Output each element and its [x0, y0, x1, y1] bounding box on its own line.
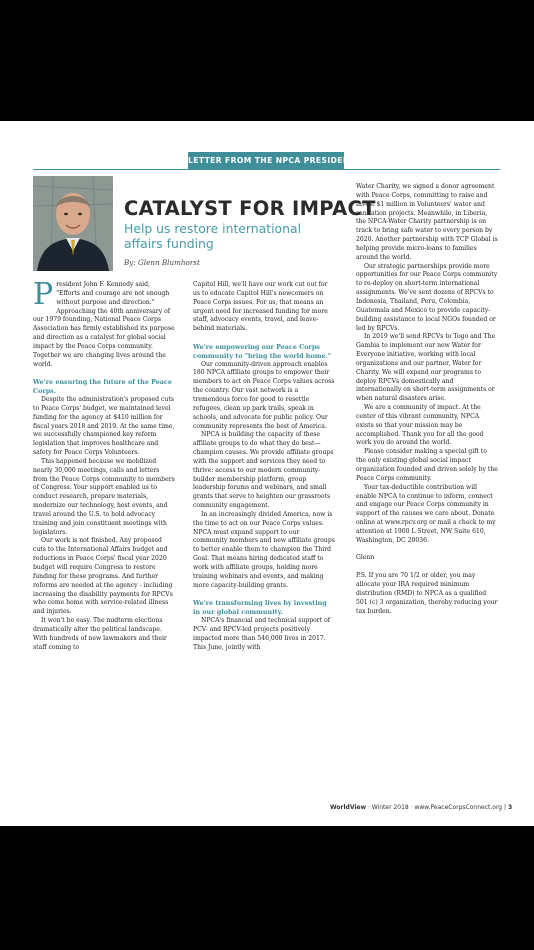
column-3: [356, 183, 498, 616]
section-banner: LETTER FROM THE NPCA PRESIDENT: [188, 152, 344, 169]
section-heading: We're ensuring the future of the Peace Corps.: [33, 378, 172, 396]
section-heading: We're transforming lives by investing in our global community.: [193, 599, 327, 617]
article-subhead: Help us restore international affairs funding: [124, 221, 302, 251]
magazine-page: [0, 121, 534, 826]
paragraph-text: resident John F. Kennedy said, "Efforts and courage are not enough without purpose and direction." Approaching the 40th anniversary of our 1979 founding, National Peace Corps Association has firmly established its purpose and direction as a catalyst for global social impact by the Peace Corps community. Together we are changing lives around the world.: [33, 281, 175, 368]
paragraph: Water Charity, we signed a donor agreement with Peace Corps, committing to raise and invest $1 million in Volunteers' water and sanitation projects. Meanwhile, in Liberia, the NPCA-Water Charity partnership is on track to bring safe water to every person by 2020. Another partnership with TCP Global is helping provide micro-loans to families around the world.: [356, 183, 498, 261]
page-footer: [330, 804, 513, 811]
paragraph: Despite the administration's proposed cuts to Peace Corps' budget, we maintained level funding for the agency at $410 million for fiscal years 2018 and 2019. At the same time, we successfully championed key reform legislation that improves healthcare and safety for Peace Corps Volunteers.: [33, 395, 175, 457]
author-photo-image: [33, 176, 113, 271]
paragraph: Our community-driven approach enables 180 NPCA affiliate groups to empower their members to act on Peace Corps values across the country. Our vast network is a tremendous force for good to resettle refugees, clean up park trails, speak in schools, and advocate for public policy. Our community represents the best of America.: [193, 360, 335, 430]
paragraph: Our strategic partnerships provide more opportunities for our Peace Corps community to re-deploy on short-term international assignments. We've sent dozens of RPCVs to Indonesia, Thailand, Peru, Colombia, Guatemala and Mexico to provide capacity-building assistance to local NGOs founded or led by RPCVs.: [356, 262, 498, 332]
column-2: [193, 281, 335, 652]
footer-details: · Winter 2018 · www.PeaceCorpsConnect.org |: [366, 804, 508, 811]
paragraph: We are a community of impact. At the center of this vibrant community, NPCA exists so that your mission may be accomplished. Thank you for all the good work you do around the world.: [356, 404, 484, 447]
author-photo: [33, 176, 113, 271]
paragraph: Your tax-deductible contribution will enable NPCA to continue to inform, connect and engage our Peace Corps community in support of the causes we care about. Donate online at www.rpcv.org or mail a check to my attention at 1900 L Street, NW Suite 610, Washington, DC 20036.: [356, 483, 496, 544]
paragraph: NPCA's financial and technical support of PCV- and RPCV-led projects positively impacted more than 546,000 lives in 2017. This June, jointly with: [193, 617, 331, 651]
paragraph: Our work is not finished. Any proposed cuts to the International Affairs budget and reductions in Peace Corps' fiscal year 2020 budget will require Congress to restore funding for these programs. And further reforms are needed at the agency - including increasing the disability payments for RPCVs who come home with service-related illness and injuries.: [33, 537, 173, 616]
magazine-name: WorldView: [330, 804, 367, 811]
article-headline: CATALYST FOR IMPACT: [124, 197, 376, 220]
page-number: 3: [507, 804, 513, 811]
paragraph: This happened because we mobilized nearly 30,000 meetings, calls and letters from the Peace Corps community to members of Congress. Your support enabled us to conduct research, prepare materials, modernize our technology, host events, and travel around the U.S. to hold advocacy training and join constituent meetings with legislators.: [33, 457, 175, 536]
postscript: P.S. If you are 70 1/2 or older, you may allocate your IRA required minimum distribution (RMD) to NPCA as a qualified 501 (c) 3 organization, thereby reducing your tax burden.: [356, 572, 498, 615]
paragraph: In an increasingly divided America, now is the time to act on our Peace Corps values. NPCA must expand support to our community members and new affiliate groups to better enable them to champion the Third Goal. That means hiring dedicated staff to work with affiliate groups, holding more training webinars and events, and making more capacity-building grants.: [193, 510, 335, 589]
signature: Glenn: [356, 554, 375, 562]
drop-cap: P: [33, 277, 54, 312]
banner-rule: [33, 169, 500, 170]
paragraph: In 2019 we'll send RPCVs to Togo and The Gambia to implement our new Water for Everyone initiative, working with local organizations and our partner, Water for Charity. We will expand our programs to deploy RPCVs domestically and internationally on short-term assignments or when natural disasters arise.: [356, 333, 496, 403]
paragraph: Capitol Hill, we'll have our work cut out for us to educate Capitol Hill's newcomers on Peace Corps issues. For us, that means an urgent need for increased funding for more staff, advocacy events, travel, and leave-behind materials.: [193, 281, 328, 333]
paragraph: NPCA is building the capacity of these affiliate groups to do what they do best—champion causes. We provide affiliate groups with the support and services they need to thrive: access to our modern community-builder membership platform, group leadership forums and webinars, and small grants that serve to heighten our grassroots community engagement.: [193, 431, 334, 510]
paragraph: [33, 277, 175, 369]
column-1: [33, 277, 175, 652]
article-byline: By: Glenn Blumhorst: [124, 258, 200, 267]
paragraph: Please consider making a special gift to the only existing global social impact organization founded and driven solely by the Peace Corps community.: [356, 448, 498, 482]
section-heading: We're empowering our Peace Corps community to "bring the world home.": [193, 342, 332, 360]
paragraph: It won't be easy. The midterm elections dramatically alter the political landscape. With hundreds of new lawmakers and their staff coming to: [33, 617, 167, 651]
